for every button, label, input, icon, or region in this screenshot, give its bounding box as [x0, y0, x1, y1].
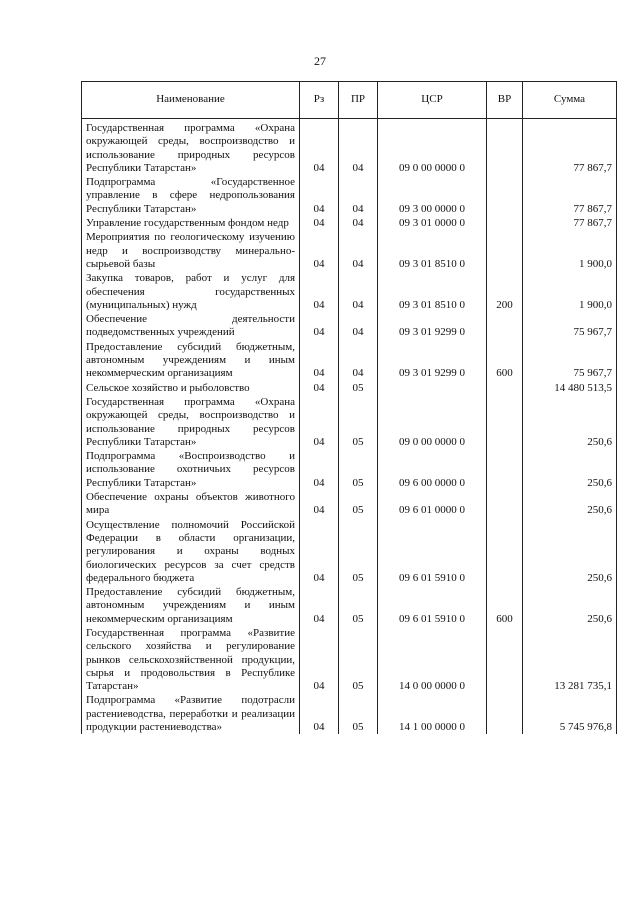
row-rz-cell: 04 [300, 340, 339, 381]
row-name-cell: Подпрограмма «Воспроизводство и использование охотничьих ресурсов Республики Татарстан» [82, 449, 300, 490]
header-pr: ПР [339, 82, 378, 119]
row-name-cell: Государственная программа «Охрана окружающей среды, воспроизводство и использование природных ресурсов Республики Татарстан» [82, 395, 300, 449]
row-name-cell: Мероприятия по геологическому изучению недр и воспроизводству минерально-сырьевой базы [82, 230, 300, 271]
table-row [82, 381, 617, 395]
row-sum-cell: 1 900,0 [523, 271, 617, 312]
budget-table [81, 81, 617, 734]
row-rz-cell: 04 [300, 216, 339, 230]
row-name-cell: Государственная программа «Развитие сельского хозяйства и регулирование рынков сельскохозяйственной продукции, сырья и продовольствия в Республике Татарстан» [82, 626, 300, 693]
row-sum-cell: 250,6 [523, 490, 617, 518]
row-sum-cell: 5 745 976,8 [523, 693, 617, 734]
row-sum-cell: 13 281 735,1 [523, 626, 617, 693]
table-row [82, 175, 617, 216]
table-row [82, 395, 617, 449]
table-row [82, 518, 617, 585]
row-pr-cell: 05 [339, 518, 378, 585]
row-vr-cell [487, 119, 523, 176]
row-rz-cell: 04 [300, 119, 339, 176]
row-vr-cell [487, 312, 523, 340]
row-pr-cell: 05 [339, 626, 378, 693]
row-sum-cell: 250,6 [523, 395, 617, 449]
row-pr-cell: 05 [339, 395, 378, 449]
row-pr-cell: 05 [339, 490, 378, 518]
row-vr-cell [487, 693, 523, 734]
row-vr-cell: 200 [487, 271, 523, 312]
row-sum-cell: 75 967,7 [523, 312, 617, 340]
row-csr-cell: 09 3 01 8510 0 [378, 230, 487, 271]
header-rz: Рз [300, 82, 339, 119]
row-csr-cell: 09 6 00 0000 0 [378, 449, 487, 490]
row-rz-cell: 04 [300, 449, 339, 490]
row-vr-cell [487, 395, 523, 449]
row-csr-cell: 09 6 01 5910 0 [378, 518, 487, 585]
row-rz-cell: 04 [300, 626, 339, 693]
row-rz-cell: 04 [300, 230, 339, 271]
page-number: 27 [314, 54, 326, 68]
header-vr: ВР [487, 82, 523, 119]
table-row [82, 585, 617, 626]
row-csr-cell: 09 6 01 5910 0 [378, 585, 487, 626]
row-vr-cell [487, 626, 523, 693]
row-csr-cell: 09 3 00 0000 0 [378, 175, 487, 216]
row-rz-cell: 04 [300, 312, 339, 340]
row-name-cell: Управление государственным фондом недр [82, 216, 300, 230]
row-sum-cell: 14 480 513,5 [523, 381, 617, 395]
row-pr-cell: 05 [339, 381, 378, 395]
row-vr-cell [487, 449, 523, 490]
row-csr-cell: 09 0 00 0000 0 [378, 119, 487, 176]
row-pr-cell: 04 [339, 175, 378, 216]
table-row [82, 449, 617, 490]
row-sum-cell: 77 867,7 [523, 216, 617, 230]
row-vr-cell [487, 230, 523, 271]
table-row [82, 312, 617, 340]
row-name-cell: Осуществление полномочий Российской Федерации в области организации, регулирования и охраны водных биологических ресурсов за счет средств федерального бюджета [82, 518, 300, 585]
row-pr-cell: 05 [339, 449, 378, 490]
table-row [82, 216, 617, 230]
row-name-cell: Закупка товаров, работ и услуг для обеспечения государственных (муниципальных) нужд [82, 271, 300, 312]
row-csr-cell: 09 6 01 0000 0 [378, 490, 487, 518]
row-rz-cell: 04 [300, 271, 339, 312]
row-vr-cell [487, 216, 523, 230]
table-row [82, 340, 617, 381]
header-csr: ЦСР [378, 82, 487, 119]
header-name: Наименование [82, 82, 300, 119]
row-sum-cell: 77 867,7 [523, 119, 617, 176]
row-csr-cell: 09 3 01 9299 0 [378, 340, 487, 381]
row-sum-cell: 77 867,7 [523, 175, 617, 216]
row-vr-cell: 600 [487, 585, 523, 626]
row-rz-cell: 04 [300, 381, 339, 395]
row-pr-cell: 05 [339, 585, 378, 626]
row-pr-cell: 05 [339, 693, 378, 734]
row-pr-cell: 04 [339, 119, 378, 176]
row-csr-cell: 09 3 01 8510 0 [378, 271, 487, 312]
row-pr-cell: 04 [339, 312, 378, 340]
row-sum-cell: 250,6 [523, 585, 617, 626]
row-sum-cell: 250,6 [523, 449, 617, 490]
row-name-cell: Предоставление субсидий бюджетным, автономным учреждениям и иным некоммерческим организациям [82, 585, 300, 626]
table-row [82, 119, 617, 176]
row-sum-cell: 250,6 [523, 518, 617, 585]
row-rz-cell: 04 [300, 395, 339, 449]
row-sum-cell: 75 967,7 [523, 340, 617, 381]
row-pr-cell: 04 [339, 216, 378, 230]
row-csr-cell: 14 0 00 0000 0 [378, 626, 487, 693]
row-vr-cell [487, 518, 523, 585]
row-pr-cell: 04 [339, 340, 378, 381]
row-name-cell: Подпрограмма «Развитие подотрасли растениеводства, переработки и реализации продукции растениеводства» [82, 693, 300, 734]
table-row [82, 490, 617, 518]
row-rz-cell: 04 [300, 175, 339, 216]
row-vr-cell: 600 [487, 340, 523, 381]
table-row [82, 271, 617, 312]
row-pr-cell: 04 [339, 271, 378, 312]
table-row [82, 693, 617, 734]
table-row [82, 626, 617, 693]
row-csr-cell: 09 0 00 0000 0 [378, 395, 487, 449]
table-row [82, 230, 617, 271]
row-pr-cell: 04 [339, 230, 378, 271]
row-vr-cell [487, 490, 523, 518]
table-body [82, 119, 617, 735]
row-csr-cell: 09 3 01 0000 0 [378, 216, 487, 230]
row-vr-cell [487, 175, 523, 216]
row-csr-cell: 14 1 00 0000 0 [378, 693, 487, 734]
row-rz-cell: 04 [300, 518, 339, 585]
row-vr-cell [487, 381, 523, 395]
row-csr-cell: 09 3 01 9299 0 [378, 312, 487, 340]
table-header-row [82, 82, 617, 119]
row-csr-cell [378, 381, 487, 395]
header-sum: Сумма [523, 82, 617, 119]
row-name-cell: Сельское хозяйство и рыболовство [82, 381, 300, 395]
row-name-cell: Обеспечение деятельности подведомственных учреждений [82, 312, 300, 340]
row-name-cell: Обеспечение охраны объектов животного мира [82, 490, 300, 518]
row-rz-cell: 04 [300, 693, 339, 734]
row-rz-cell: 04 [300, 490, 339, 518]
row-name-cell: Государственная программа «Охрана окружающей среды, воспроизводство и использование природных ресурсов Республики Татарстан» [82, 119, 300, 176]
row-name-cell: Подпрограмма «Государственное управление в сфере недропользования Республики Татарстан» [82, 175, 300, 216]
row-rz-cell: 04 [300, 585, 339, 626]
row-name-cell: Предоставление субсидий бюджетным, автономным учреждениям и иным некоммерческим организациям [82, 340, 300, 381]
row-sum-cell: 1 900,0 [523, 230, 617, 271]
